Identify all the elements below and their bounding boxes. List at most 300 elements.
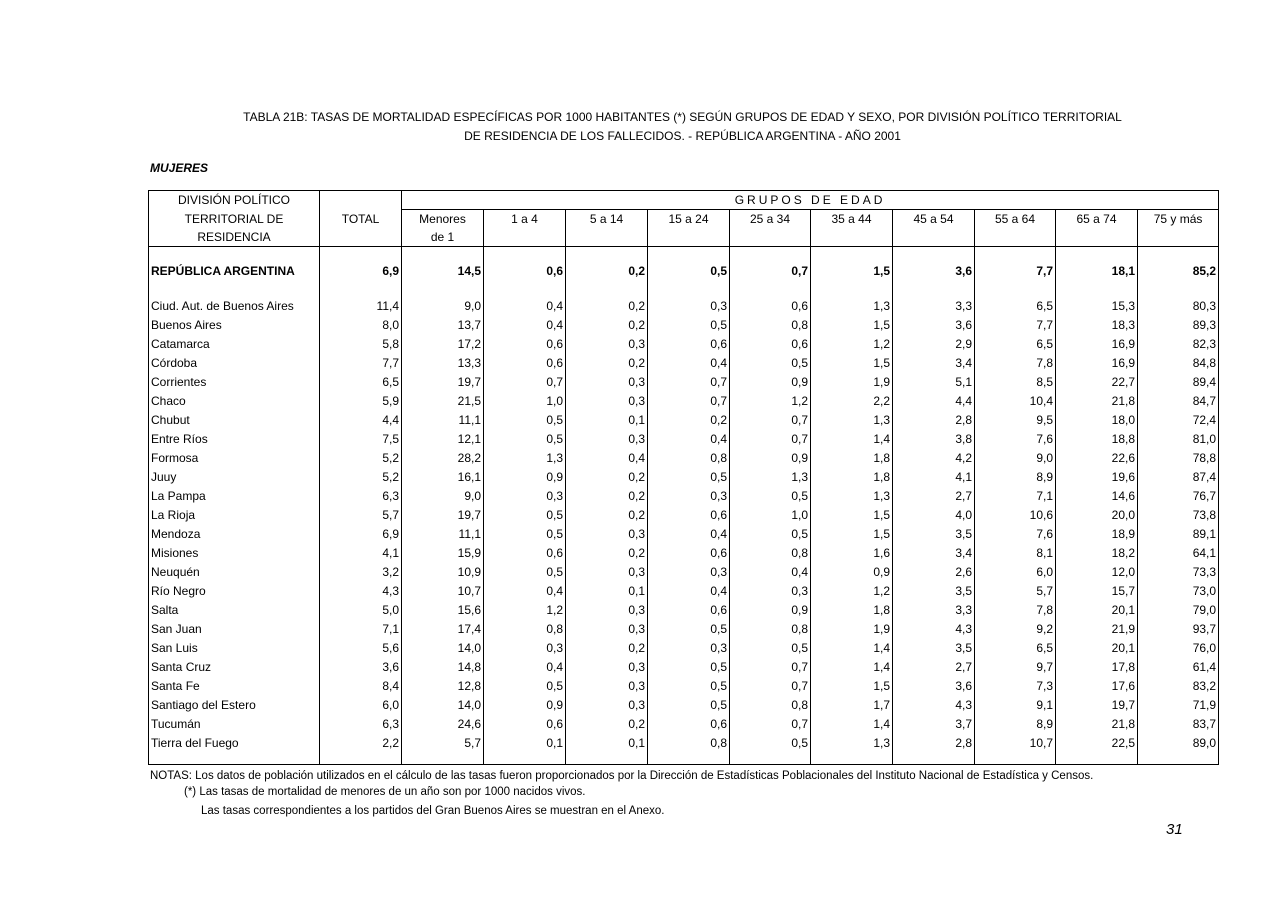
- rate-cell: 7,1: [320, 620, 402, 639]
- rate-cell: 2,2: [811, 392, 893, 411]
- table-row: [149, 411, 1219, 430]
- rate-cell: 0,5: [730, 487, 811, 506]
- rate-cell: 1,5: [811, 525, 893, 544]
- rate-cell: 1,4: [811, 639, 893, 658]
- header-group: 1 a 4: [484, 210, 566, 229]
- rate-cell: 0,2: [566, 316, 648, 335]
- rate-cell: 7,6: [975, 430, 1056, 449]
- province-name: Santa Fe: [149, 677, 320, 696]
- rate-cell: 0,4: [730, 563, 811, 582]
- rate-cell: 1,4: [811, 430, 893, 449]
- rate-cell: 3,5: [893, 639, 975, 658]
- rate-cell: 10,7: [402, 582, 484, 601]
- rate-cell: 0,9: [811, 563, 893, 582]
- rate-cell: 4,2: [893, 449, 975, 468]
- rate-cell: 6,0: [975, 563, 1056, 582]
- rate-cell: 7,7: [975, 257, 1056, 285]
- rate-cell: 0,3: [566, 696, 648, 715]
- rate-cell: 0,3: [730, 582, 811, 601]
- rate-cell: 10,7: [975, 734, 1056, 753]
- province-name: Río Negro: [149, 582, 320, 601]
- rate-cell: 0,3: [566, 392, 648, 411]
- rate-cell: 76,7: [1192, 489, 1217, 503]
- table-row: [149, 335, 1219, 354]
- table-row: [149, 430, 1219, 449]
- section-label: MUJERES: [150, 161, 209, 175]
- rate-cell: 4,4: [320, 411, 402, 430]
- rate-cell: 0,6: [648, 335, 730, 354]
- rate-cell: 0,8: [730, 696, 811, 715]
- rate-cell: 15,6: [402, 601, 484, 620]
- rate-cell: 0,9: [730, 373, 811, 392]
- rate-cell: 0,7: [484, 373, 566, 392]
- rate-cell: 0,4: [648, 354, 730, 373]
- rate-cell: 18,0: [1056, 411, 1138, 430]
- rate-cell: 3,7: [893, 715, 975, 734]
- rate-cell: 7,7: [320, 354, 402, 373]
- rate-cell: 79,0: [1192, 603, 1217, 617]
- rate-cell: 0,6: [484, 715, 566, 734]
- rate-cell: 0,8: [730, 316, 811, 335]
- rate-cell: 0,2: [566, 487, 648, 506]
- rate-cell: 0,5: [648, 316, 730, 335]
- rate-cell: 24,6: [402, 715, 484, 734]
- rate-cell: 0,8: [648, 449, 730, 468]
- rate-cell: 4,4: [893, 392, 975, 411]
- rate-cell: 2,2: [320, 734, 402, 753]
- rate-cell: 10,4: [975, 392, 1056, 411]
- rate-cell: 4,1: [893, 468, 975, 487]
- rate-cell: 0,4: [648, 582, 730, 601]
- rate-cell: 8,0: [320, 316, 402, 335]
- rate-cell: 19,6: [1056, 468, 1138, 487]
- rate-cell: 0,4: [484, 658, 566, 677]
- header-grupos-de-edad: GRUPOS DE EDAD: [734, 193, 886, 207]
- rate-cell: 0,3: [648, 487, 730, 506]
- rate-cell: 0,7: [730, 677, 811, 696]
- rate-cell: 11,4: [320, 297, 402, 316]
- rate-cell: 85,2: [1192, 263, 1217, 278]
- rate-cell: 0,2: [566, 468, 648, 487]
- rate-cell: 1,4: [811, 715, 893, 734]
- rate-cell: 3,2: [320, 563, 402, 582]
- rate-cell: 0,5: [484, 411, 566, 430]
- province-name: Misiones: [149, 544, 320, 563]
- rate-cell: 8,9: [975, 468, 1056, 487]
- rate-cell: 1,4: [811, 658, 893, 677]
- province-name: Santa Cruz: [149, 658, 320, 677]
- rate-cell: 0,7: [648, 392, 730, 411]
- rate-cell: 0,5: [730, 525, 811, 544]
- rate-cell: 6,9: [320, 257, 402, 285]
- rate-cell: 0,5: [730, 734, 811, 753]
- rate-cell: 1,0: [484, 392, 566, 411]
- rate-cell: 3,4: [893, 544, 975, 563]
- header-row-3: RESIDENCIA de 1: [149, 228, 1219, 247]
- rate-cell: 0,9: [730, 449, 811, 468]
- header-group: 65 a 74: [1056, 210, 1138, 229]
- table-row: [149, 715, 1219, 734]
- rate-cell: 4,3: [893, 696, 975, 715]
- rate-cell: 18,8: [1056, 430, 1138, 449]
- rate-cell: 73,0: [1192, 584, 1217, 598]
- rate-cell: 0,4: [484, 582, 566, 601]
- rate-cell: 1,5: [811, 677, 893, 696]
- rate-cell: 1,2: [484, 601, 566, 620]
- rate-cell: 0,3: [648, 639, 730, 658]
- rate-cell: 9,0: [402, 297, 484, 316]
- rate-cell: 3,6: [893, 677, 975, 696]
- rate-cell: 14,8: [402, 658, 484, 677]
- table-row: [149, 506, 1219, 525]
- rate-cell: 83,2: [1192, 679, 1217, 693]
- rate-cell: 12,1: [402, 430, 484, 449]
- rate-cell: 0,3: [566, 430, 648, 449]
- rate-cell: 1,2: [811, 335, 893, 354]
- rate-cell: 73,3: [1192, 565, 1217, 579]
- rate-cell: 4,3: [893, 620, 975, 639]
- rate-cell: 6,5: [975, 335, 1056, 354]
- rate-cell: 0,1: [484, 734, 566, 753]
- rate-cell: 17,8: [1056, 658, 1138, 677]
- table-row: [149, 449, 1219, 468]
- province-name: Entre Ríos: [149, 430, 320, 449]
- rate-cell: 22,5: [1056, 734, 1138, 753]
- rate-cell: 15,7: [1056, 582, 1138, 601]
- rate-cell: 0,6: [648, 601, 730, 620]
- rate-cell: 6,0: [320, 696, 402, 715]
- rate-cell: 0,3: [648, 297, 730, 316]
- rate-cell: 89,4: [1192, 375, 1217, 389]
- rate-cell: 4,0: [893, 506, 975, 525]
- province-name: San Juan: [149, 620, 320, 639]
- rate-cell: 83,7: [1192, 717, 1217, 731]
- rate-cell: 1,8: [811, 601, 893, 620]
- header-row-2: TERRITORIAL DE TOTAL Menores 1 a 4 5 a 14 15 a 24 25 a 34 35 a 44 45 a 54 55 a 64 65 a 74 75 y más: [149, 210, 1219, 229]
- table-row: [149, 354, 1219, 373]
- rate-cell: 19,7: [402, 506, 484, 525]
- rate-cell: 28,2: [402, 449, 484, 468]
- rate-cell: 89,0: [1192, 736, 1217, 750]
- rate-cell: 3,6: [893, 257, 975, 285]
- rate-cell: 21,9: [1056, 620, 1138, 639]
- rate-cell: 0,6: [648, 715, 730, 734]
- rate-cell: 0,2: [566, 544, 648, 563]
- table-row: [149, 563, 1219, 582]
- rate-cell: 1,5: [811, 354, 893, 373]
- rate-cell: 19,7: [1056, 696, 1138, 715]
- header-group: 75 y más: [1138, 210, 1219, 229]
- rate-cell: 0,7: [730, 658, 811, 677]
- rate-cell: 0,1: [566, 411, 648, 430]
- rate-cell: 10,9: [402, 563, 484, 582]
- rate-cell: 22,7: [1056, 373, 1138, 392]
- rate-cell: 1,5: [811, 506, 893, 525]
- rate-cell: 7,8: [975, 354, 1056, 373]
- table-row: [149, 468, 1219, 487]
- rate-cell: 6,9: [320, 525, 402, 544]
- rate-cell: 8,4: [320, 677, 402, 696]
- rate-cell: 0,3: [566, 620, 648, 639]
- table-row: [149, 639, 1219, 658]
- header-group: 5 a 14: [566, 210, 648, 229]
- rate-cell: 0,7: [730, 715, 811, 734]
- rate-cell: 2,9: [893, 335, 975, 354]
- rate-cell: 11,1: [402, 525, 484, 544]
- rate-cell: 3,6: [893, 316, 975, 335]
- rate-cell: 0,7: [648, 373, 730, 392]
- rate-cell: 16,1: [402, 468, 484, 487]
- rate-cell: 0,5: [484, 506, 566, 525]
- table-row: [149, 525, 1219, 544]
- rate-cell: 2,7: [893, 658, 975, 677]
- rate-cell: 61,4: [1192, 660, 1217, 674]
- table-row: [149, 392, 1219, 411]
- rate-cell: 0,7: [730, 257, 811, 285]
- rate-cell: 1,5: [811, 316, 893, 335]
- province-name: Santiago del Estero: [149, 696, 320, 715]
- rate-cell: 1,2: [730, 392, 811, 411]
- rate-cell: 5,6: [320, 639, 402, 658]
- rate-cell: 3,4: [893, 354, 975, 373]
- rate-cell: 7,6: [975, 525, 1056, 544]
- province-name: Tierra del Fuego: [149, 734, 320, 753]
- rate-cell: 10,6: [975, 506, 1056, 525]
- rate-cell: 0,8: [730, 544, 811, 563]
- rate-cell: 17,6: [1056, 677, 1138, 696]
- rate-cell: 17,2: [402, 335, 484, 354]
- spacer-row: [149, 285, 1219, 297]
- rate-cell: 71,9: [1192, 698, 1217, 712]
- rate-cell: 0,7: [730, 411, 811, 430]
- rate-cell: 0,6: [484, 544, 566, 563]
- table-title-line-1: TABLA 21B: TASAS DE MORTALIDAD ESPECÍFICAS POR 1000 HABITANTES (*) SEGÚN GRUPOS DE EDAD Y SEXO, POR DIVISIÓN POLÍTICO TERRITORIAL: [243, 110, 1122, 124]
- rate-cell: 1,5: [811, 257, 893, 285]
- rate-cell: 0,4: [484, 316, 566, 335]
- rate-cell: 2,7: [893, 487, 975, 506]
- rate-cell: 93,7: [1192, 622, 1217, 636]
- rate-cell: 0,8: [730, 620, 811, 639]
- rate-cell: 0,6: [648, 506, 730, 525]
- page-number: 31: [1166, 821, 1183, 838]
- rate-cell: 18,3: [1056, 316, 1138, 335]
- rate-cell: 0,5: [648, 257, 730, 285]
- rate-cell: 1,8: [811, 449, 893, 468]
- rate-cell: 4,1: [320, 544, 402, 563]
- province-name: Buenos Aires: [149, 316, 320, 335]
- rate-cell: 11,1: [402, 411, 484, 430]
- rate-cell: 14,0: [402, 639, 484, 658]
- rate-cell: 17,4: [402, 620, 484, 639]
- rate-cell: 0,6: [484, 354, 566, 373]
- rate-cell: 18,2: [1056, 544, 1138, 563]
- header-group: 35 a 44: [811, 210, 893, 229]
- rate-cell: 0,5: [484, 525, 566, 544]
- rate-cell: 78,8: [1192, 451, 1217, 465]
- rate-cell: 0,3: [566, 525, 648, 544]
- rate-cell: 1,3: [730, 468, 811, 487]
- rate-cell: 7,7: [975, 316, 1056, 335]
- rate-cell: 3,5: [893, 525, 975, 544]
- province-name: Juuy: [149, 468, 320, 487]
- province-name: REPÚBLICA ARGENTINA: [149, 257, 320, 285]
- province-name: Córdoba: [149, 354, 320, 373]
- rate-cell: 20,1: [1056, 601, 1138, 620]
- rate-cell: 20,0: [1056, 506, 1138, 525]
- rate-cell: 0,5: [730, 639, 811, 658]
- rate-cell: 5,2: [320, 449, 402, 468]
- rate-cell: 5,0: [320, 601, 402, 620]
- rate-cell: 21,8: [1056, 715, 1138, 734]
- header-total: TOTAL: [320, 210, 402, 229]
- rate-cell: 9,0: [402, 487, 484, 506]
- province-name: Ciud. Aut. de Buenos Aires: [149, 297, 320, 316]
- rate-cell: 5,1: [893, 373, 975, 392]
- rate-cell: 6,3: [320, 487, 402, 506]
- rate-cell: 0,9: [484, 696, 566, 715]
- rate-cell: 1,8: [811, 468, 893, 487]
- rate-cell: 0,6: [730, 297, 811, 316]
- rate-cell: 2,8: [893, 734, 975, 753]
- rate-cell: 0,2: [566, 354, 648, 373]
- rate-cell: 7,1: [975, 487, 1056, 506]
- rate-cell: 3,8: [893, 430, 975, 449]
- rate-cell: 6,3: [320, 715, 402, 734]
- table-row: [149, 601, 1219, 620]
- header-group: 25 a 34: [730, 210, 811, 229]
- rate-cell: 13,3: [402, 354, 484, 373]
- rate-cell: 0,8: [484, 620, 566, 639]
- rate-cell: 89,1: [1192, 527, 1217, 541]
- rate-cell: 12,0: [1056, 563, 1138, 582]
- province-name: Catamarca: [149, 335, 320, 354]
- rate-cell: 14,5: [402, 257, 484, 285]
- mortality-table: [148, 190, 1219, 765]
- rate-cell: 5,2: [320, 468, 402, 487]
- rate-cell: 9,7: [975, 658, 1056, 677]
- rate-cell: 9,5: [975, 411, 1056, 430]
- rate-cell: 1,9: [811, 620, 893, 639]
- rate-cell: 0,5: [648, 696, 730, 715]
- rate-cell: 72,4: [1192, 413, 1217, 427]
- table-row: [149, 658, 1219, 677]
- rate-cell: 0,3: [566, 373, 648, 392]
- rate-cell: 0,8: [648, 734, 730, 753]
- rate-cell: 0,3: [484, 639, 566, 658]
- table-row: [149, 487, 1219, 506]
- rate-cell: 0,5: [648, 468, 730, 487]
- rate-cell: 0,3: [566, 563, 648, 582]
- header-division: DIVISIÓN POLÍTICO: [149, 191, 320, 210]
- rate-cell: 0,5: [648, 658, 730, 677]
- rate-cell: 2,8: [893, 411, 975, 430]
- rate-cell: 1,3: [484, 449, 566, 468]
- rate-cell: 0,6: [484, 257, 566, 285]
- province-name: Tucumán: [149, 715, 320, 734]
- rate-cell: 9,2: [975, 620, 1056, 639]
- rate-cell: 2,6: [893, 563, 975, 582]
- rate-cell: 0,1: [566, 582, 648, 601]
- header-group: 15 a 24: [648, 210, 730, 229]
- province-name: Chubut: [149, 411, 320, 430]
- rate-cell: 1,2: [811, 582, 893, 601]
- header-group: 45 a 54: [893, 210, 975, 229]
- rate-cell: 0,2: [566, 639, 648, 658]
- rate-cell: 0,6: [730, 335, 811, 354]
- table-row: [149, 297, 1219, 316]
- rate-cell: 80,3: [1192, 299, 1217, 313]
- rate-cell: 8,1: [975, 544, 1056, 563]
- table-row: [149, 316, 1219, 335]
- rate-cell: 18,1: [1056, 257, 1138, 285]
- rate-cell: 1,7: [811, 696, 893, 715]
- rate-cell: 3,5: [893, 582, 975, 601]
- rate-cell: 14,6: [1056, 487, 1138, 506]
- rate-cell: 21,5: [402, 392, 484, 411]
- header-group: 55 a 64: [975, 210, 1056, 229]
- rate-cell: 89,3: [1192, 318, 1217, 332]
- rate-cell: 0,5: [484, 430, 566, 449]
- province-name: La Pampa: [149, 487, 320, 506]
- header-row-1: [149, 191, 1219, 210]
- rate-cell: 0,5: [484, 563, 566, 582]
- rate-cell: 0,3: [566, 601, 648, 620]
- province-name: Chaco: [149, 392, 320, 411]
- notes-line-1: NOTAS: Los datos de población utilizados en el cálculo de las tasas fueron proporcionados por la Dirección de Estadísticas Poblacionales del Instituto Nacional de Estadística y Censos.: [150, 770, 1094, 782]
- rate-cell: 20,1: [1056, 639, 1138, 658]
- rate-cell: 0,4: [566, 449, 648, 468]
- rate-cell: 0,5: [484, 677, 566, 696]
- rate-cell: 12,8: [402, 677, 484, 696]
- rate-cell: 16,9: [1056, 335, 1138, 354]
- province-name: Corrientes: [149, 373, 320, 392]
- rate-cell: 15,3: [1056, 297, 1138, 316]
- rate-cell: 0,5: [648, 620, 730, 639]
- rate-cell: 21,8: [1056, 392, 1138, 411]
- rate-cell: 0,2: [566, 715, 648, 734]
- rate-cell: 0,2: [648, 411, 730, 430]
- table-row: [149, 544, 1219, 563]
- rate-cell: 13,7: [402, 316, 484, 335]
- rate-cell: 6,5: [320, 373, 402, 392]
- rate-cell: 9,1: [975, 696, 1056, 715]
- rate-cell: 0,3: [566, 677, 648, 696]
- province-name: San Luis: [149, 639, 320, 658]
- rate-cell: 0,1: [566, 734, 648, 753]
- rate-cell: 5,7: [975, 582, 1056, 601]
- rate-cell: 0,5: [648, 677, 730, 696]
- rate-cell: 7,8: [975, 601, 1056, 620]
- spacer-row: [149, 753, 1219, 765]
- rate-cell: 4,3: [320, 582, 402, 601]
- rate-cell: 6,5: [975, 297, 1056, 316]
- notes-line-2: (*) Las tasas de mortalidad de menores de un año son por 1000 nacidos vivos.: [184, 786, 586, 798]
- rate-cell: 5,8: [320, 335, 402, 354]
- national-row: [149, 257, 1219, 285]
- rate-cell: 1,0: [730, 506, 811, 525]
- province-name: Neuquén: [149, 563, 320, 582]
- rate-cell: 81,0: [1192, 432, 1217, 446]
- rate-cell: 0,3: [566, 658, 648, 677]
- rate-cell: 1,9: [811, 373, 893, 392]
- rate-cell: 0,9: [730, 601, 811, 620]
- rate-cell: 1,3: [811, 487, 893, 506]
- rate-cell: 19,7: [402, 373, 484, 392]
- rate-cell: 1,3: [811, 734, 893, 753]
- table-row: [149, 734, 1219, 753]
- rate-cell: 64,1: [1192, 546, 1217, 560]
- rate-cell: 7,3: [975, 677, 1056, 696]
